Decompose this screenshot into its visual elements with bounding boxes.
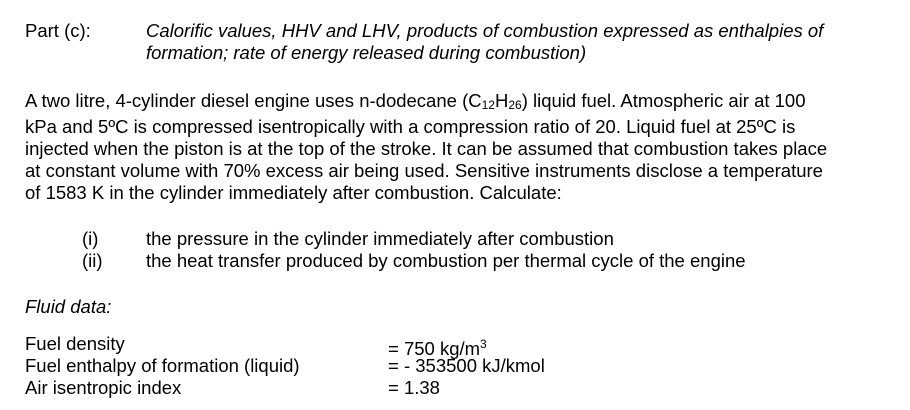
fluid-data-value: = 1.38: [388, 377, 440, 398]
fluid-data-label: Fuel enthalpy of formation (liquid): [25, 355, 300, 376]
part-title-line-2: formation; rate of energy released during combustion): [146, 42, 587, 63]
cubic-superscript: 3: [480, 337, 487, 351]
fluid-data-label: Fuel density: [25, 333, 125, 354]
fluid-data-label: Air isentropic index: [25, 377, 182, 398]
problem-line-3: injected when the piston is at the top of the stroke. It can be assumed that combustion takes place: [25, 138, 828, 159]
task-number: (ii): [82, 250, 103, 271]
task-item: [0, 228, 910, 250]
task-text: the heat transfer produced by combustion per thermal cycle of the engine: [146, 250, 746, 271]
task-number: (i): [82, 228, 99, 249]
part-label: Part (c):: [25, 20, 91, 41]
problem-statement: [25, 90, 905, 204]
part-title-line-1: Calorific values, HHV and LHV, products of combustion expressed as enthalpies of: [146, 20, 824, 41]
carbon-subscript: 12: [481, 98, 495, 112]
task-text: the pressure in the cylinder immediately after combustion: [146, 228, 614, 249]
hydrogen-subscript: 26: [508, 98, 522, 112]
fluid-data-value: = 750 $kg/m^3$: [388, 337, 487, 359]
fluid-data-row: [0, 355, 910, 377]
fluid-data-value: = - 353500 kJ/kmol: [388, 355, 545, 376]
task-item: [0, 250, 910, 272]
problem-line-4: at constant volume with 70% excess air being used. Sensitive instruments disclose a temperature: [25, 160, 823, 181]
problem-line-1: A two litre, 4-cylinder diesel engine uses n-dodecane (C12H26) liquid fuel. Atmospheric air at 100: [25, 90, 806, 112]
fluid-data-row: [0, 333, 910, 359]
fluid-data-heading: Fluid data:: [25, 296, 112, 317]
fluid-data-row: [0, 377, 910, 399]
problem-line-2: kPa and 5ºC is compressed isentropically with a compression ratio of 20. Liquid fuel at 25ºC is: [25, 116, 796, 137]
problem-line-5: of 1583 K in the cylinder immediately after combustion. Calculate:: [25, 182, 562, 203]
